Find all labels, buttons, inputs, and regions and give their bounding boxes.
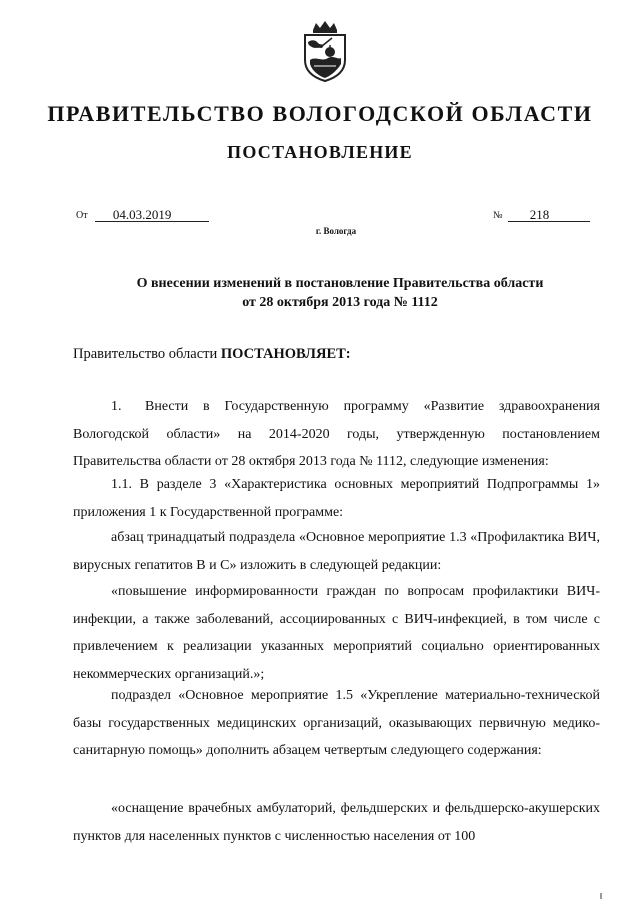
- number-value: 218: [508, 207, 590, 222]
- paragraph-1-number: 1.: [111, 399, 122, 414]
- number-field: [493, 206, 590, 222]
- coat-of-arms-emblem: [300, 20, 350, 82]
- coat-of-arms-icon: [300, 20, 350, 82]
- date-field: [76, 206, 209, 222]
- intro-text: Правительство области: [73, 346, 221, 362]
- subject-line-2: от 28 октября 2013 года № 1112: [242, 295, 438, 310]
- government-title: ПРАВИТЕЛЬСТВО ВОЛОГОДСКОЙ ОБЛАСТИ: [47, 101, 593, 126]
- paragraph-subsection-1-5: подраздел «Основное мероприятие 1.5 «Укрепление материально-технической базы государственных медицинских организаций, оказывающих первичную медико-санитарную помощь» дополнить абзацем четвертым следующего содержания:: [73, 688, 600, 758]
- paragraph-1-text: Внести в Государственную программу «Развитие здравоохранения Вологодской области» на 2014-2020 годы, утвержденную постановлением Правительства области от 28 октября 2013 года № 1112, следующие изменения:: [73, 399, 600, 469]
- document-subject: [90, 274, 590, 312]
- paragraph-1: [73, 393, 600, 476]
- subject-line-1: О внесении изменений в постановление Правительства области: [136, 276, 544, 291]
- paragraph-new-wording-1: «повышение информированности граждан по вопросам профилактики ВИЧ-инфекции, а также заболеваний, ассоциированных с ВИЧ-инфекцией, в том числе с привлечением к реализации указанных мероприятий социально ориентированных некоммерческих организаций.»;: [73, 584, 600, 682]
- resolution-intro: [73, 346, 600, 363]
- paragraph-abzac-13: абзац тринадцатый подраздела «Основное мероприятие 1.3 «Профилактика ВИЧ, вирусных гепатитов В и С» изложить в следующей редакции:: [73, 530, 600, 573]
- document-type-title: ПОСТАНОВЛЕНИЕ: [227, 142, 413, 162]
- number-label: №: [493, 210, 503, 221]
- paragraph-1-1: 1.1. В разделе 3 «Характеристика основных мероприятий Подпрограммы 1» приложения 1 к Государственной программе:: [73, 477, 600, 520]
- city-label: г. Вологда: [315, 226, 357, 236]
- scan-mark: [600, 893, 602, 899]
- paragraph-new-wording-2: «оснащение врачебных амбулаторий, фельдшерских и фельдшерско-акушерских пунктов для населенных пунктов с численностью населения от 100: [73, 801, 600, 844]
- date-label: От: [76, 210, 88, 221]
- date-value: 04.03.2019: [95, 207, 209, 222]
- intro-decree-word: ПОСТАНОВЛЯЕТ:: [220, 346, 351, 362]
